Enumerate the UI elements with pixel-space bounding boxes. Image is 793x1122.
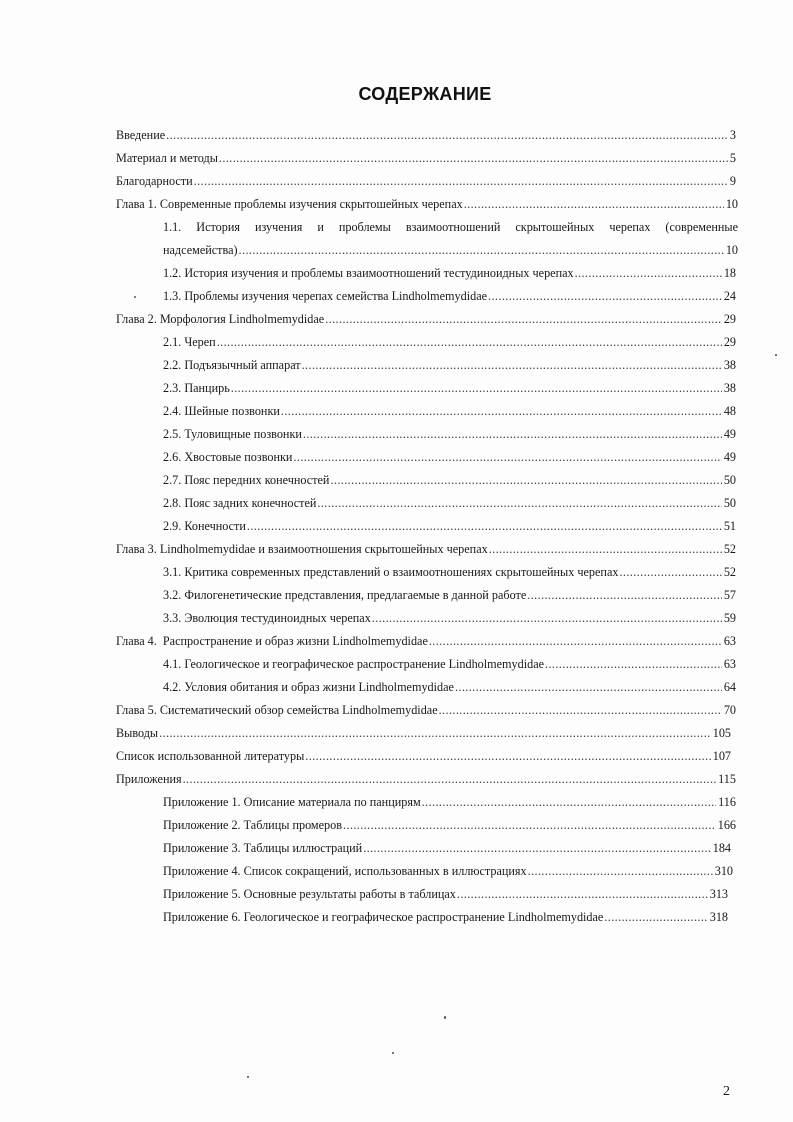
toc-entry-title: Глава 3. Lindholmemydidae и взаимоотношения скрытошейных черепах [116,542,488,556]
toc-leader [194,173,728,189]
toc-leader [293,449,721,465]
toc-entry-page: 310 [714,864,733,878]
toc-leader [317,495,721,511]
toc-entry [163,587,736,603]
toc-entry-page: 49 [723,427,736,441]
toc-entry [163,610,736,626]
toc-leader [325,311,722,327]
toc-leader [239,242,724,258]
toc-entry-title: 2.5. Туловищные позвонки [163,427,302,441]
toc-entry-title: Приложение 4. Список сокращений, использованных в иллюстрациях [163,864,527,878]
toc-entry-title: 2.6. Хвостовые позвонки [163,450,293,464]
toc-leader [302,357,722,373]
toc-entry [116,173,736,189]
toc-entry-title: Приложение 6. Геологическое и географическое распространение Lindholmemydidae [163,910,604,924]
toc-entry-title: Выводы [116,726,159,740]
toc-leader [303,426,722,442]
toc-entry-page: 64 [723,680,736,694]
toc-entry [163,357,736,373]
toc-entry-page: 70 [723,703,736,717]
toc-entry-title: 1.2. История изучения и проблемы взаимоотношений тестудиноидных черепах [163,266,574,280]
toc-entry [116,150,736,166]
toc-leader [604,909,707,925]
toc-entry-page: 24 [723,289,736,303]
toc-entry-page: 38 [723,381,736,395]
toc-leader [545,656,722,672]
toc-entry-page: 107 [712,749,731,763]
toc-entry [163,817,736,833]
toc-entry-title: Приложение 5. Основные результаты работы в таблицах [163,887,456,901]
toc-entry [116,771,736,787]
toc-entry-title: 2.4. Шейные позвонки [163,404,280,418]
toc-leader [183,771,717,787]
toc-leader [217,334,722,350]
toc-entry [163,909,728,925]
toc-entry-page: 3 [729,128,736,142]
toc-entry-title: Введение [116,128,166,142]
toc-entry-title: 3.1. Критика современных представлений о взаимоотношениях скрытошейных черепах [163,565,619,579]
toc-entry-title: Приложения [116,772,182,786]
toc-entry-title: Список использованной литературы [116,749,305,763]
toc-leader [439,702,722,718]
toc-leader [231,380,722,396]
toc-entry-page: 52 [723,565,736,579]
toc-entry-title-line2: надсемейства) [163,243,238,257]
toc-entry [116,748,731,764]
toc-entry [116,311,736,327]
toc-entry-page: 29 [723,312,736,326]
toc-entry-page: 51 [723,519,736,533]
toc-entry-title: Приложение 2. Таблицы промеров [163,818,342,832]
toc-entry-title: 2.7. Пояс передних конечностей [163,473,330,487]
toc-entry-title: 4.1. Геологическое и географическое распространение Lindholmemydidae [163,657,545,671]
toc-entry [163,288,736,304]
toc-entry [163,265,736,281]
scan-speck [247,1076,249,1078]
toc-entry [163,334,736,350]
toc-leader [488,288,722,304]
toc-entry-title: Глава 4. Распространение и образ жизни Lindholmemydidae [116,634,428,648]
toc-leader [330,472,721,488]
toc-entry-title: 3.2. Филогенетические представления, предлагаемые в данной работе [163,588,527,602]
toc-leader [429,633,722,649]
toc-entry-page: 318 [709,910,728,924]
toc-entry-page: 52 [723,542,736,556]
toc-entry [163,380,736,396]
toc-entry-title: Глава 1. Современные проблемы изучения скрытошейных черепах [116,197,463,211]
toc-leader [343,817,716,833]
toc-entry [116,633,736,649]
toc-entry-title: Глава 2. Морфология Lindholmemydidae [116,312,325,326]
toc-leader [372,610,722,626]
toc-leader [281,403,722,419]
toc-entry [163,518,736,534]
toc-entry-title: 2.8. Пояс задних конечностей [163,496,317,510]
toc-entry [163,242,738,258]
toc-entry [163,863,733,879]
toc-entry-title: 3.3. Эволюция тестудиноидных черепах [163,611,371,625]
toc-entry-page: 38 [723,358,736,372]
toc-entry-title: 4.2. Условия обитания и образ жизни Lindholmemydidae [163,680,454,694]
toc-leader [422,794,716,810]
toc-leader [489,541,722,557]
scan-speck [392,1052,394,1054]
toc-entry [163,564,736,580]
toc-leader [219,150,728,166]
scan-speck [444,1016,446,1019]
toc-entry [116,725,731,741]
toc-entry [163,656,736,672]
toc-entry-page: 59 [723,611,736,625]
toc-entry [116,196,738,212]
toc-leader [166,127,728,143]
toc-leader [305,748,710,764]
toc-entry-page: 184 [712,841,731,855]
toc-leader [247,518,722,534]
toc-entry-page: 18 [723,266,736,280]
toc-entry [163,495,736,511]
toc-entry-page: 57 [723,588,736,602]
toc-entry-page: 50 [723,496,736,510]
toc-entry [163,886,728,902]
toc-leader [619,564,721,580]
toc-entry [163,794,736,810]
toc-leader [527,587,722,603]
toc-entry-page: 50 [723,473,736,487]
toc-entry-page: 63 [723,634,736,648]
toc-entry-title: 2.2. Подъязычный аппарат [163,358,301,372]
toc-entry [163,426,736,442]
toc-entry-title: Материал и методы [116,151,218,165]
page-number: 2 [723,1084,730,1099]
toc-entry-page: 48 [723,404,736,418]
toc-leader [159,725,711,741]
toc-entry [163,403,736,419]
toc-entry-page: 105 [712,726,731,740]
toc-entry-title: 2.1. Череп [163,335,216,349]
toc-entry-page: 313 [709,887,728,901]
toc-entry-title-line1: 1.1. История изучения и проблемы взаимоотношений скрытошейных черепах (современные [163,220,738,234]
toc-entry-page: 115 [718,772,736,786]
toc-entry [163,679,736,695]
toc-leader [528,863,713,879]
toc-entry-page: 29 [723,335,736,349]
toc-entry-page: 10 [725,243,738,257]
toc-entry-title: 2.3. Панцирь [163,381,230,395]
toc-entry [116,702,736,718]
toc-entry-page: 116 [718,795,736,809]
toc-entry-title: Глава 5. Систематический обзор семейства Lindholmemydidae [116,703,438,717]
toc-leader [464,196,724,212]
toc-entry-title: Благодарности [116,174,193,188]
toc-entry [163,840,731,856]
toc-entry-title: Приложение 1. Описание материала по панцирям [163,795,421,809]
toc-entry [116,127,736,143]
toc-entry-title: 2.9. Конечности [163,519,246,533]
toc-leader [455,679,722,695]
toc-leader [363,840,711,856]
toc-entry [163,449,736,465]
toc-entry-title: Приложение 3. Таблицы иллюстраций [163,841,363,855]
toc-leader [575,265,722,281]
toc-entry [116,541,736,557]
toc-entry-page: 10 [725,197,738,211]
toc-leader [457,886,708,902]
scan-speck [775,354,777,356]
toc-entry-page: 9 [729,174,736,188]
toc-entry-page: 49 [723,450,736,464]
toc-entry-page: 5 [729,151,736,165]
page-title: СОДЕРЖАНИЕ [358,84,492,104]
toc-entry [163,472,736,488]
toc-entry-page: 63 [723,657,736,671]
toc-entry-page: 166 [717,818,736,832]
toc-entry-title: 1.3. Проблемы изучения черепах семейства Lindholmemydidae [163,289,488,303]
scan-speck [134,296,136,298]
